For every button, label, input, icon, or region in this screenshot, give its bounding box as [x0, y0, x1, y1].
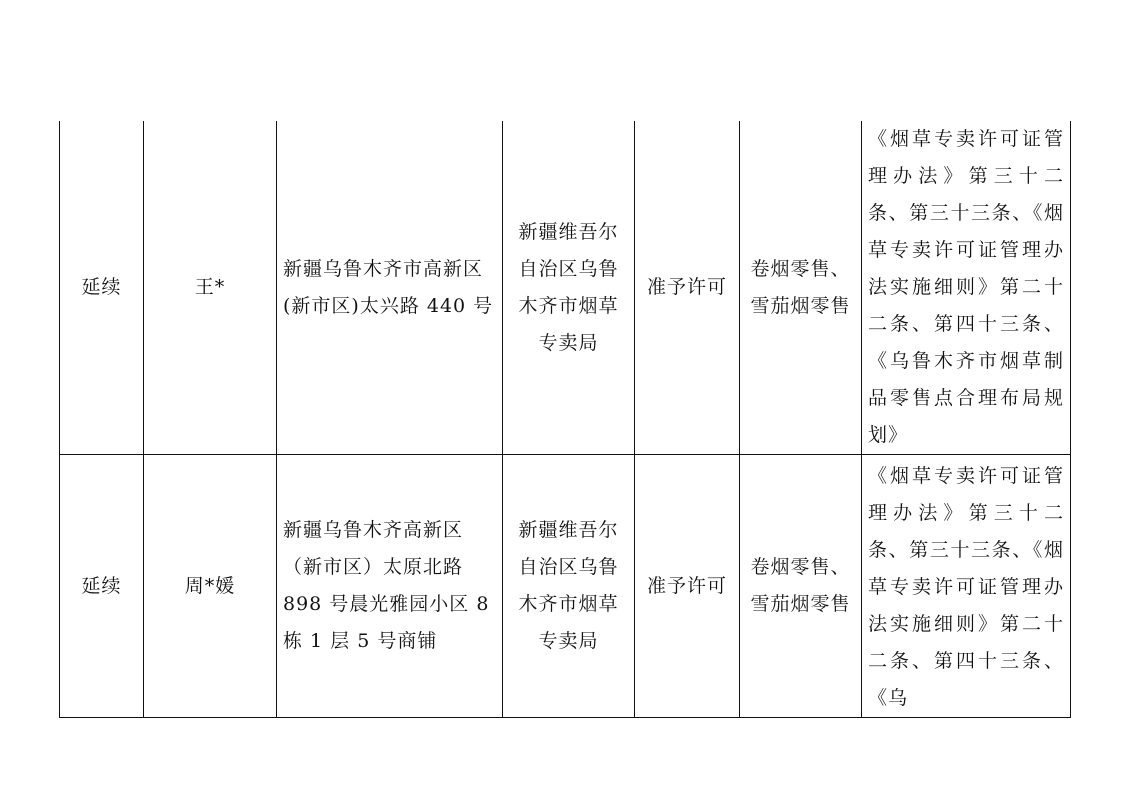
name-cell: 周*媛	[144, 455, 277, 718]
table-row	[60, 455, 1071, 718]
authority-cell: 新疆维吾尔自治区乌鲁木齐市烟草专卖局	[503, 121, 635, 455]
table-row	[60, 121, 1071, 455]
category-cell: 延续	[60, 121, 144, 455]
scope-cell: 卷烟零售、雪茄烟零售	[740, 121, 862, 455]
category-cell: 延续	[60, 455, 144, 718]
address-cell: 新疆乌鲁木齐高新区（新市区）太原北路 898 号晨光雅园小区 8 栋 1 层 5 号商铺	[277, 455, 503, 718]
scope-cell: 卷烟零售、雪茄烟零售	[740, 455, 862, 718]
decision-cell: 准予许可	[635, 455, 740, 718]
authority-cell: 新疆维吾尔自治区乌鲁木齐市烟草专卖局	[503, 455, 635, 718]
decision-cell: 准予许可	[635, 121, 740, 455]
address-cell: 新疆乌鲁木齐市高新区(新市区)太兴路 440 号	[277, 121, 503, 455]
permit-table	[59, 121, 1071, 718]
name-cell: 王*	[144, 121, 277, 455]
legal-basis-cell: 《烟草专卖许可证管理办法》第三十二条、第三十三条、《烟草专卖许可证管理办法实施细则》第二十二条、第四十三条、《乌鲁木齐市烟草制品零售点合理布局规划》	[862, 121, 1071, 455]
legal-basis-cell: 《烟草专卖许可证管理办法》第三十二条、第三十三条、《烟草专卖许可证管理办法实施细则》第二十二条、第四十三条、《乌	[862, 455, 1071, 718]
